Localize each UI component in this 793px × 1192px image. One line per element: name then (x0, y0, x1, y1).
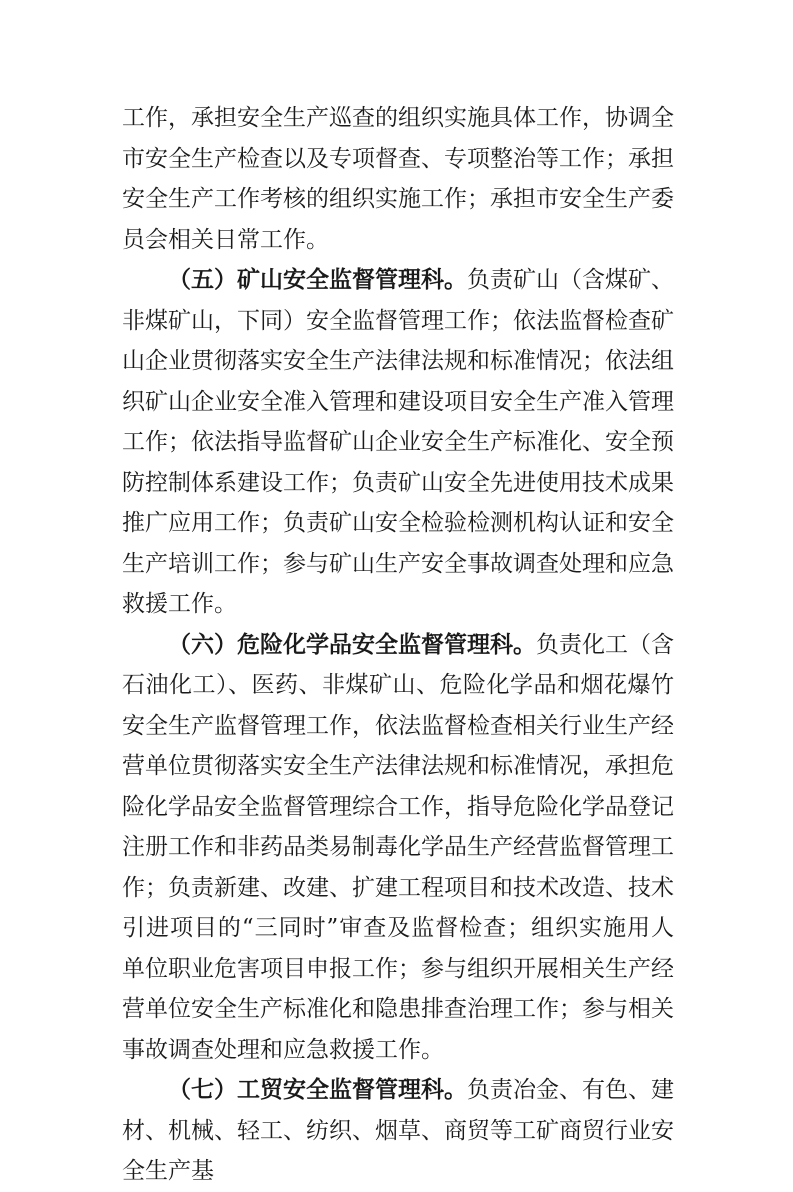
paragraph-text: 工作，承担安全生产巡查的组织实施具体工作，协调全市安全生产检查以及专项督查、专项整治等工作；承担安全生产工作考核的组织实施工作；承担市安全生产委员会相关日常工作。 (122, 105, 674, 253)
paragraph-text: 负责化工（含石油化工）、医药、非煤矿山、危险化学品和烟花爆竹安全生产监督管理工作，依法监督检查相关行业生产经营单位贯彻落实安全生产法律法规和标准情况，承担危险化学品安全监督管理综合工作，指导危险化学品登记注册工作和非药品类易制毒化学品生产经营监督管理工作；负责新建、改建、扩建工程项目和技术改造、技术引进项目的“三同时”审查及监督检查；组织实施用人单位职业危害项目申报工作；参与组织开展相关生产经营单位安全生产标准化和隐患排查治理工作；参与相关事故调查处理和应急救援工作。 (122, 631, 674, 1063)
paragraph-section-seven (122, 1070, 674, 1192)
section-heading: （六）危险化学品安全监督管理科。 (168, 630, 536, 658)
paragraph-text: 负责冶金、有色、建材、机械、轻工、纺织、烟草、商贸等工矿商贸行业安全生产基 (122, 1077, 674, 1184)
paragraph-section-six (122, 625, 674, 1071)
document-page (122, 98, 674, 1192)
paragraph-section-five (122, 260, 674, 625)
section-heading: （七）工贸安全监督管理科。 (168, 1076, 467, 1103)
section-heading: （五）矿山安全监督管理科。 (168, 266, 467, 293)
paragraph-continuation (122, 98, 674, 260)
paragraph-text: 负责矿山（含煤矿、非煤矿山，下同）安全监督管理工作；依法监督检查矿山企业贯彻落实安全生产法律法规和标准情况；依法组织矿山企业安全准入管理和建设项目安全生产准入管理工作；依法指导监督矿山企业安全生产标准化、安全预防控制体系建设工作；负责矿山安全先进使用技术成果推广应用工作；负责矿山安全检验检测机构认证和安全生产培训工作；参与矿山生产安全事故调查处理和应急救援工作。 (122, 267, 674, 617)
